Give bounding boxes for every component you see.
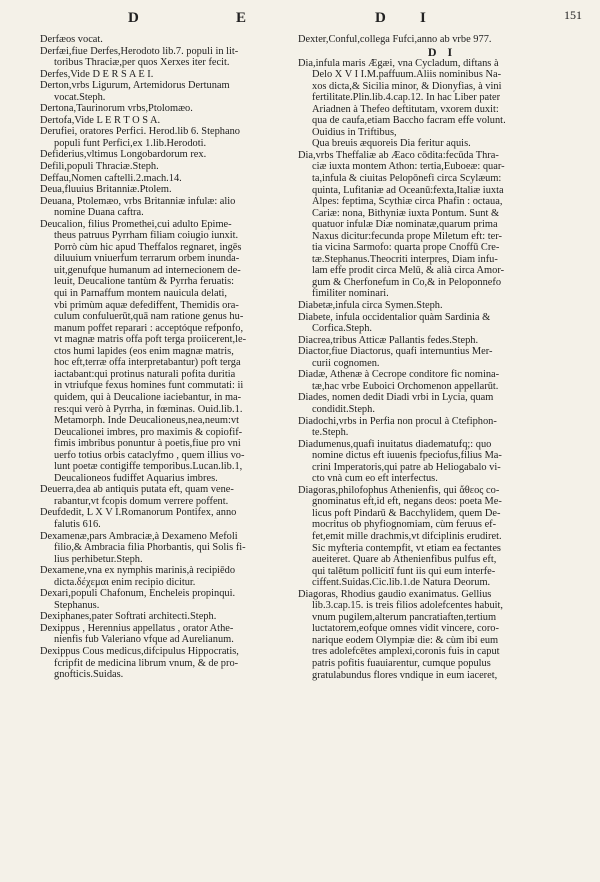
page-number: 151 (564, 8, 582, 22)
entry: Derton,vrbs Ligurum, Artemidorus Dertunam vocat.Steph. (40, 80, 230, 103)
entry: Diacrea,tribus Atticæ Pallantis fedes.Steph. (298, 334, 479, 346)
entry: Deua,fluuius Britanniæ.Ptolem. (40, 184, 172, 196)
header-letter-d-right: D (375, 10, 389, 26)
entry: Dertona,Taurinorum vrbs,Ptolomæo. (40, 103, 193, 115)
header-letter-i: I (420, 10, 429, 26)
entry: Derufiei, oratores Perfici. Herod.lib 6. Stephano populi funt Perfici,ex 1.lib.Herodoti. (40, 126, 240, 149)
entry: Diadæ, Athenæ à Cecrope conditore fic nomina- tæ,hac vrbe Euboici Orchomenon appellarūt. (298, 369, 500, 392)
entry: Defiderius,vltimus Longobardorum rex. (40, 149, 207, 161)
entry: Dexamene,vna ex nymphis marinis,à recipiēdo dicta.δέχεμαι enim recipio dicitur. (40, 565, 236, 588)
entry: Dexippus Cous medicus,difcipulus Hippocratis, fcripfit de medicina librum vnum, & de pro- gnofticis.Suidas. (40, 645, 239, 681)
entry: Diades, nomen dedit Diadi vrbi in Lycia, quam condidit.Steph. (298, 392, 494, 415)
entry: Dia,infula maris Ægæi, vna Cycladum, diftans à Delo X V I I.M.paffuum.Aliis nominibus Na- xos dicta,& Sicilia minor, & Dionyfias, à vini fertilitate.Plin.lib.4.cap.12. In hac Liber pater Ariadnen à Thefeo deftitutam, vxorem duxit: qua de caufa,etiam Baccho facram effe volunt. Ouidius in Triftibus, Qua breuis æquoreis Dia feritur aquis. (298, 57, 506, 150)
left-column (40, 34, 298, 681)
entry: Diagoras,philofophus Athenienfis, qui ἄθεος co- gnominatus eft,id eft, negans deos: poeta Me- licus poft Pindarū & Bacchylidem, quem De- mocritus ob phyfiognomiam, cùm feruus ef- fet,emit mille drachmis,vt difciplinis erudiret. Sic myfteria contempfit, vt etiam ea fectantes aueiteret. Quare ab Athenienfibus pulfus eft, qui talētum pollicitī funt iis qui eum interfe- ciffent.Suidas.Cic.lib.1.de Natura Deorum. (298, 484, 502, 589)
entry: Derfæos vocat. (40, 34, 103, 45)
entry: Derfes,Vide D E R S A E I. (40, 68, 154, 80)
entry: Diadochi,vrbs in Perfia non procul à Ctefiphon- te.Steph. (298, 415, 497, 439)
entry: Deuerra,dea ab antiquis putata eft, quam vene- rabantur,vt fcopis domum verrere poffent. (40, 484, 234, 507)
section-heading: D I (427, 44, 457, 59)
entry: Dexamenæ,pars Ambraciæ,à Dexameno Mefoli filio,& Ambracia filia Phorbantis, qui Solis fi- lius perhibetur.Steph. (40, 530, 246, 565)
entry: Diabetæ,infula circa Symen.Steph. (298, 300, 443, 312)
entry: Deucalion, filius Promethei,cui adulto Epime- theus patruus Pyrrham filiam coiugio iunxit. Porrò cùm hic apud Theffalos regnaret, ingēs diluuium vniuerfum terrarum orbem inunda- uit,genufque humanum ad internecionem de- leuit, Deucalione tantùm & Pyrrha feruatis: qui in Parnaffum montem nauicula delati, vbi primùm aquæ defediffent, Themidis ora- culum confuluerūt,quā nam ratione genus hu- manum poffet reparari : acceptóque refponfo, vt magnæ matris offa poft terga proiicerent,le- ctos humi lapides (eos enim magnæ matris, hoc eft,terræ offa interpretabantur) poft terga iactabant:qui protinus naturali pofita duritia in vtriufque fexus homines funt commutati: ii quidem, qui à Deucalione iaciebantur, in ma- res:qui verò à Pyrrha, in fœminas. Ouid.lib.1. Metamorph. Inde Deucalioneus,nea,neum:vt Deucalionei imbres, pro maximis & copiofif- fimis imbribus ponuntur à poetis,fiue pro vni uerfo totius orbis cataclyfmo , quem illius vo- lunt poetæ contigiffe temporibus.Lucan.lib.1, Deucalioneos fudiffet Aquarius imbres. (40, 218, 247, 484)
entry: Deuana, Ptolemæo, vrbs Britanniæ infulæ: alio nomine Duana caftra. (40, 195, 236, 219)
entry: Deffau,Nomen caftelli.2.mach.14. (40, 172, 182, 184)
entry: Dertofa,Vide L E R T O S A. (40, 114, 161, 126)
entry: Dexiphanes,pater Softrati architecti.Steph. (40, 611, 217, 623)
entry: Dexter,Conful,collega Fufci,anno ab vrbe 977. (298, 34, 492, 45)
entry: Dexari,populi Chafonum, Encheleis propinqui. Stephanus. (40, 588, 236, 611)
header-letter-e: E (236, 10, 250, 26)
entry: Diabete, infula occidentalior quàm Sardinia & Corfica.Steph. (298, 311, 491, 335)
entry: Diactor,fiue Diactorus, quafi internuntius Mer- curii cognomen. (298, 346, 493, 369)
entry: Defili,populi Thraciæ.Steph. (40, 161, 159, 173)
entry: Dia,vrbs Theffaliæ ab Æaco cōdita:fecūda Thra- ciæ iuxta montem Athon: tertia,Euboeæ: quar- ta,infula & ciuitas Pelopōnefi circa Scylæum: quinta, Lufitaniæ ad Oceanū:fexta,Italiæ iuxta Alpes: feptima, Scythiæ circa Phafin : octaua, Cariæ: nona, Bithyniæ iuxta Pontum. Sunt & quatuor infulæ Diæ nominatæ,quarum prima Naxus dicitur:fecunda prope Miletum eft: ter- tia vicina Sarmofo: quarta prope Cnoffū Cre- tæ.Stephanus.Theocriti interpres, Diam infu- lam effe prodit circa Melū, & alià circa Amor- gum & Cherfonefum in Co,& in Peloponnefo fimiliter nominari. (298, 149, 505, 300)
entry: Derfæi,fiue Derfes,Herodoto lib.7. populi in lit- toribus Thraciæ,per quos Xerxes iter fecit. (40, 45, 239, 69)
entry: Diadumenus,quafi inuitatus diadematufq;: quo nomine dictus eft iuuenis fpeciofus,filius Ma- crini Imperatoris,qui patre ab Heliogabalo vi- cto vnà cum eo eft interfectus. (298, 438, 502, 485)
header-letter-d: D (128, 10, 142, 26)
entry: Deufdedit, L X V I.Romanorum Pontifex, anno falutis 616. (40, 507, 237, 530)
entry: Diagoras, Rhodius gaudio exanimatus. Gellius lib.3.cap.15. is treis filios adolefcentes habuit, vnum pugilem,alterum pancratiaften,tertium luctatorem,eofque omnes vidit vincere, coro- narique eodem Olympiæ die: & cùm ibi eum tres adolefcētes amplexi,coronis fuis in caput patris pofitis fuauiarentur, cumque populus gratulabundus flores vndique in eum iaceret, (298, 588, 504, 681)
right-column (298, 34, 586, 681)
entry: Dexippus , Herennius appellatus , orator Athe- nienfis fub Valeriano vfque ad Aurelianum. (40, 622, 234, 646)
